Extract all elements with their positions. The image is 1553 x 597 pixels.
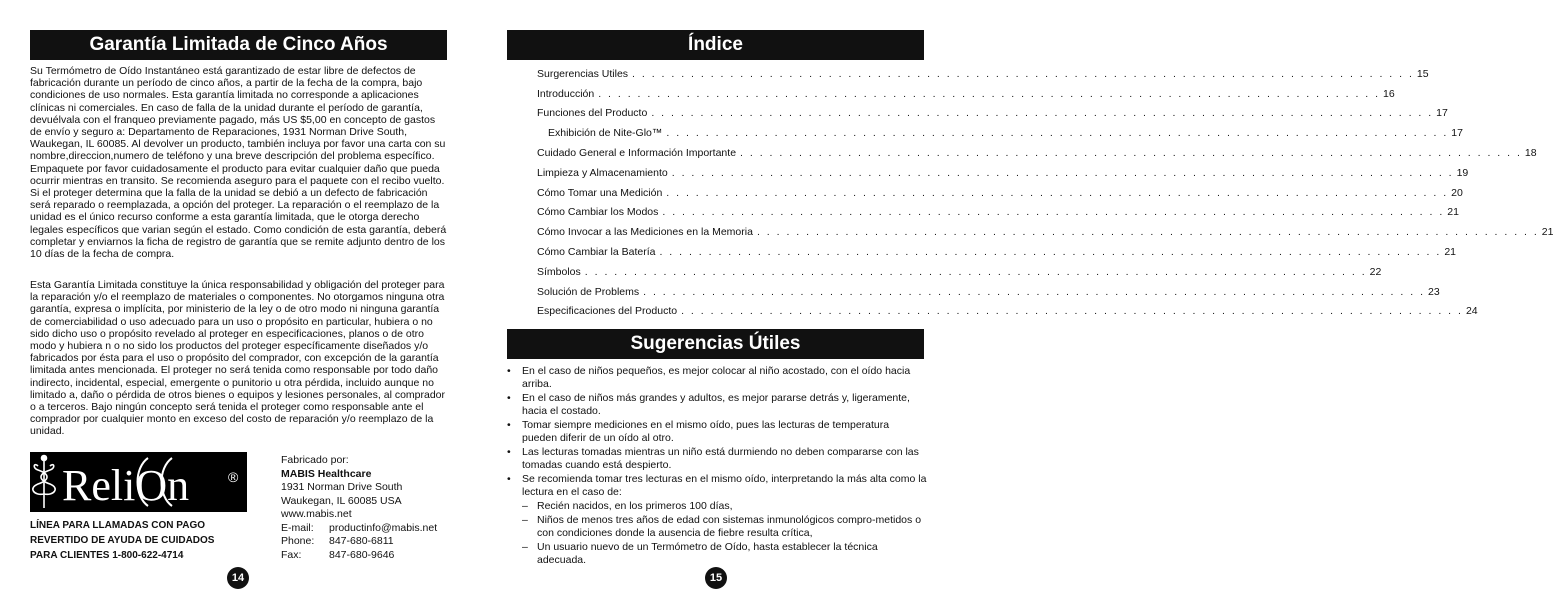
toc-entry-title: Cómo Invocar a las Mediciones en la Memoria [537, 226, 753, 239]
toc-entry[interactable] [537, 238, 1456, 258]
toc-entry[interactable] [537, 218, 1553, 239]
table-of-contents [537, 60, 1553, 318]
toc-entry[interactable] [537, 119, 1463, 140]
page-number-left: 14 [227, 567, 249, 589]
toc-entry-page: 21 [1444, 245, 1456, 258]
caduceus-icon [33, 456, 55, 509]
customer-hotline [30, 518, 270, 563]
toc-leader-dots: . . . . . . . . . . . . . . . . . . . . . . . . . . . . . . . . . . . . . . . . . . . . . . . . . . . . . . . . . . . . . . . . . . . . . . . . . . . . . . . . [662, 206, 1445, 219]
warranty-text-2: Esta Garantía Limitada constituye la única responsabilidad y obligación del proteger para la reparación y/o el reemplazo de materiales o componentes. No otorgamos ninguna otra garantía, expresa o implícita, por ministerio de la ley o de otro modo ni ninguna garantía de comerciabilidad o uso adecuado para un uso o propósito en particular, hubiera o no sido dicho uso o propósito revelado al proteger en especificaciones, planos o de otro modo y hubiera n o no sido los productos del proteger específicamente diseñados y/o fabricados por ésta para el uso o propósito del comprador, con excepción de la garantía limitada antes mencionada. El proteger no será tenida como responsable por todo daño indirecto, incidental, especial, emergente o punitorio u otra pérdida, incluido aunque no limitado a, daño o pérdida de otros bienes o equipos y lesiones personales, al comprador o a terceros. Bajo ningún concepto será tenida el proteger como responsable ante el comprador por cualquier monto en exceso del costo de reparación y/o reemplazo de la unidad. [30, 279, 446, 438]
toc-entry-page: 18 [1524, 146, 1537, 159]
toc-leader-dots: . . . . . . . . . . . . . . . . . . . . . . . . . . . . . . . . . . . . . . . . . . . . . . . . . . . . . . . . . . . . . . . . . . . . . . . . . . . . . . . . [632, 67, 1414, 80]
maker-company: MABIS Healthcare [281, 467, 372, 480]
tip-text: En el caso de niños pequeños, es mejor colocar al niño acostado, con el oído hacia arriba. [522, 365, 911, 390]
bullet-icon: • [507, 392, 511, 404]
toc-entry-title: Surgerencias Utiles [537, 67, 629, 80]
warranty-paragraph-1 [30, 65, 448, 260]
toc-entry-title: Cómo Cambiar los Modos [537, 206, 659, 219]
maker-fax: 847-680-9646 [329, 548, 395, 561]
toc-entry-title: Especificaciones del Producto [537, 305, 678, 318]
toc-entry-title: Exhibición de Nite-Glo™ [548, 127, 663, 140]
tips-list [507, 365, 927, 568]
relion-logo [30, 452, 247, 512]
toc-entry-page: 21 [1447, 206, 1459, 219]
maker-phone-label: Phone: [281, 535, 315, 547]
manufacturer-info [281, 454, 481, 562]
bullet-icon: • [507, 473, 511, 485]
tip-text: Las lecturas tomadas mientras un niño está durmiendo no deben compararse con las tomadas cuando está despierto. [522, 446, 919, 471]
bullet-icon: • [507, 419, 511, 431]
toc-entry[interactable] [537, 298, 1478, 318]
index-heading: Índice [507, 30, 924, 60]
toc-entry-title: Cuidado General e Información Importante [537, 146, 737, 159]
toc-entry-page: 24 [1465, 305, 1478, 318]
tip-item [507, 419, 927, 445]
toc-entry[interactable] [537, 80, 1395, 100]
hotline-line-1: LÍNEA PARA LLAMADAS CON PAGO [30, 520, 205, 531]
tip-text: En el caso de niños más grandes y adultos, es mejor pararse detrás y, ligeramente, hacia el costado. [522, 392, 910, 417]
maker-fax-row [281, 549, 481, 563]
toc-entry[interactable] [537, 258, 1382, 278]
toc-entry-page: 23 [1427, 285, 1440, 298]
tip-item [507, 446, 927, 472]
toc-entry[interactable] [537, 179, 1463, 199]
toc-entry[interactable] [537, 60, 1429, 80]
toc-entry[interactable] [537, 139, 1537, 159]
tip-item [507, 473, 927, 499]
warranty-paragraph-2 [30, 279, 448, 438]
toc-entry-page: 22 [1369, 265, 1382, 278]
toc-entry-title: Cómo Tomar una Medición [537, 186, 663, 199]
logo-registered-mark: ® [228, 469, 239, 485]
toc-entry-title: Limpieza y Almacenamiento [537, 166, 668, 179]
subtip-item [507, 514, 927, 540]
toc-entry[interactable] [537, 199, 1459, 219]
maker-web: www.mabis.net [281, 508, 352, 520]
toc-entry-page: 19 [1456, 166, 1469, 179]
toc-entry-title: Funciones del Producto [537, 107, 648, 120]
toc-leader-dots: . . . . . . . . . . . . . . . . . . . . . . . . . . . . . . . . . . . . . . . . . . . . . . . . . . . . . . . . . . . . . . . . . . . . . . . . . . . . . . . . [659, 245, 1442, 258]
page-number-right: 15 [705, 567, 727, 589]
toc-entry-title: Introducción [537, 87, 595, 100]
warranty-heading: Garantía Limitada de Cinco Años [30, 30, 447, 60]
toc-entry-title: Solución de Problems [537, 285, 640, 298]
hotline-line-3: PARA CLIENTES 1-800-622-4714 [30, 550, 184, 561]
bullet-icon: • [507, 365, 511, 377]
toc-entry-page: 15 [1416, 67, 1429, 80]
toc-entry-page: 16 [1383, 87, 1395, 100]
warranty-text-1: Su Termómetro de Oído Instantáneo está garantizado de estar libre de defectos de fabricación durante un período de cinco años, a partir de la fecha de la compra, bajo condiciones de uso normales. Esta garantía limitada no corresponde a aplicaciones clínicas ni comerciales. En caso de falla de la unidad durante el período de garantía, devuélvala con el franqueo previamente pagado, más US $5,00 en concepto de gastos de envío y seguro a: Departamento de Reparaciones, 1931 Norman Drive South, Waukegan, IL 60085. Al devolver un producto, también incluya por favor una carta con su nombre,direccion,numero de teléfono y una breve descripción del problema específico. Empaquete por favor cuidadosamente el producto para evitar cualquier daño que pueda ocurrir mientras en transito. Se recomienda aseguro para el paquete con el recibo vuelto. Si el proteger determina que la falla de la unidad se debió a un defecto de fabricación será reparado o reemplazada, a opción del proteger. La reparación o el reemplazo de la unidad es el único recurso conforme a esta garantía limitada, que le otorga derecho legales específicos que varian según el estado. Como condición de esta garantía, deberá completar y enviarnos la ficha de registro de garantía que se remite adjunto dentro de los 10 días de la fecha de compra. [30, 65, 447, 261]
toc-leader-dots: . . . . . . . . . . . . . . . . . . . . . . . . . . . . . . . . . . . . . . . . . . . . . . . . . . . . . . . . . . . . . . . . . . . . . . . . . . . . . . . . [598, 87, 1381, 100]
toc-entry-page: 20 [1451, 186, 1463, 199]
maker-address-2: Waukegan, IL 60085 USA [281, 494, 402, 507]
toc-leader-dots: . . . . . . . . . . . . . . . . . . . . . . . . . . . . . . . . . . . . . . . . . . . . . . . . . . . . . . . . . . . . . . . . . . . . . . . . . . . . . . . . [671, 166, 1454, 179]
dash-icon: – [522, 500, 528, 512]
tip-item [507, 392, 927, 418]
maker-phone-row [281, 535, 481, 549]
hotline-line-2: REVERTIDO DE AYUDA DE CUIDADOS [30, 535, 215, 546]
toc-entry[interactable] [537, 278, 1440, 298]
maker-email: productinfo@mabis.net [329, 521, 438, 534]
logo-text: ReliOn [62, 461, 190, 510]
dash-icon: – [522, 514, 528, 526]
toc-entry-title: Cómo Cambiar la Batería [537, 245, 656, 258]
bullet-icon: • [507, 446, 511, 458]
toc-entry-page: 17 [1451, 127, 1463, 140]
toc-leader-dots: . . . . . . . . . . . . . . . . . . . . . . . . . . . . . . . . . . . . . . . . . . . . . . . . . . . . . . . . . . . . . . . . . . . . . . . . . . . . . . . . [666, 127, 1449, 140]
toc-leader-dots: . . . . . . . . . . . . . . . . . . . . . . . . . . . . . . . . . . . . . . . . . . . . . . . . . . . . . . . . . . . . . . . . . . . . . . . . . . . . . . . . [643, 285, 1425, 298]
subtip-item [507, 500, 927, 513]
toc-leader-dots: . . . . . . . . . . . . . . . . . . . . . . . . . . . . . . . . . . . . . . . . . . . . . . . . . . . . . . . . . . . . . . . . . . . . . . . . . . . . . . . . [756, 226, 1539, 239]
tips-heading: Sugerencias Útiles [507, 329, 924, 359]
toc-entry[interactable] [537, 100, 1448, 120]
maker-email-row [281, 522, 481, 536]
subtip-text: Recién nacidos, en los primeros 100 días, [537, 500, 733, 512]
subtip-text: Un usuario nuevo de un Termómetro de Oído, hasta establecer la técnica adecuada. [537, 541, 878, 566]
toc-leader-dots: . . . . . . . . . . . . . . . . . . . . . . . . . . . . . . . . . . . . . . . . . . . . . . . . . . . . . . . . . . . . . . . . . . . . . . . . . . . . . . . . [740, 146, 1522, 159]
toc-entry-page: 17 [1436, 107, 1448, 120]
tip-text: Tomar siempre mediciones en el mismo oído, pues las lecturas de temperatura pueden diferir de un oído al otro. [522, 419, 890, 444]
toc-leader-dots: . . . . . . . . . . . . . . . . . . . . . . . . . . . . . . . . . . . . . . . . . . . . . . . . . . . . . . . . . . . . . . . . . . . . . . . . . . . . . . . . [666, 186, 1449, 199]
toc-entry[interactable] [537, 159, 1469, 179]
toc-entry-title: Símbolos [537, 265, 581, 278]
subtip-item [507, 541, 927, 567]
subtip-text: Niños de menos tres años de edad con sistemas inmunológicos compro-metidos o con condiciones donde la ausencia de fiebre resulta crítica, [537, 514, 922, 539]
toc-leader-dots: . . . . . . . . . . . . . . . . . . . . . . . . . . . . . . . . . . . . . . . . . . . . . . . . . . . . . . . . . . . . . . . . . . . . . . . . . . . . . . . . [651, 107, 1434, 120]
toc-leader-dots: . . . . . . . . . . . . . . . . . . . . . . . . . . . . . . . . . . . . . . . . . . . . . . . . . . . . . . . . . . . . . . . . . . . . . . . . . . . . . . . . [584, 265, 1367, 278]
maker-address-1: 1931 Norman Drive South [281, 481, 403, 493]
maker-fax-label: Fax: [281, 548, 302, 561]
maker-phone: 847-680-6811 [329, 535, 394, 547]
toc-entry-page: 21 [1541, 226, 1553, 239]
tip-text: Se recomienda tomar tres lecturas en el mismo oído, interpretando la más alta como la lectura en el caso de: [522, 473, 927, 498]
toc-leader-dots: . . . . . . . . . . . . . . . . . . . . . . . . . . . . . . . . . . . . . . . . . . . . . . . . . . . . . . . . . . . . . . . . . . . . . . . . . . . . . . . . [681, 305, 1463, 318]
maker-label: Fabricado por: [281, 454, 349, 466]
maker-email-label: E-mail: [281, 521, 314, 534]
tip-item [507, 365, 927, 391]
dash-icon: – [522, 541, 528, 553]
